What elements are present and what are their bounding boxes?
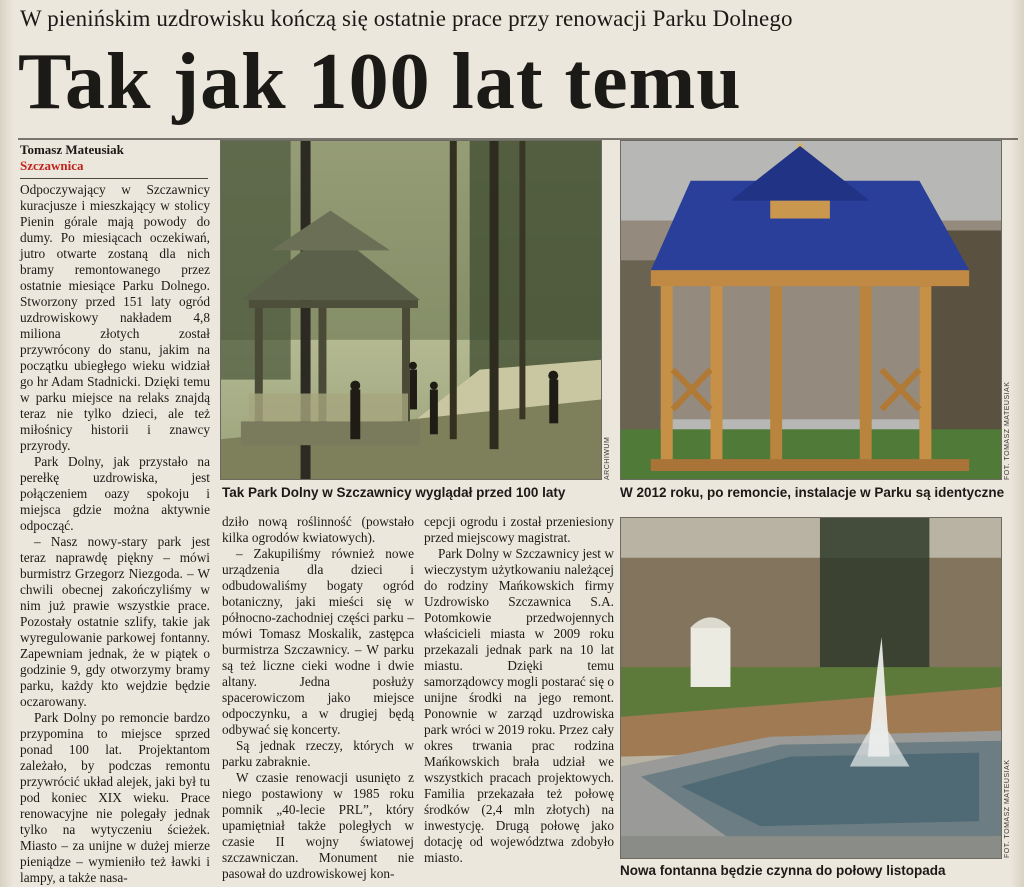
paragraph: cepcji ogrodu i został przeniesiony przed miejscowy magistrat. bbox=[424, 514, 614, 545]
photo-caption: Nowa fontanna będzie czynna do połowy listopada bbox=[620, 863, 946, 878]
author-name: Tomasz Mateusiak bbox=[20, 142, 124, 157]
right-page-edge bbox=[1010, 0, 1024, 887]
photo-caption: Tak Park Dolny w Szczawnicy wyglądał przed 100 laty bbox=[222, 485, 566, 500]
paragraph: dziło nową roślinność (powstało kilka ogrodów kwiatowych). bbox=[222, 514, 414, 545]
paragraph: Park Dolny w Szczawnicy jest w wieczystym użytkowaniu należącej do rodziny Mańkowskich firmy Uzdrowisko Szczawnica S.A. Potomkowie przedwojennych właścicieli miasta w 2009 roku przekazali jednak park na 10 lat miastu. Dzięki temu samorządowcy mogli postarać się o unijne środki na jego remont. Ponownie w zarząd uzdrowiska park wróci w 2019 roku. Przez cały okres trwania prac rodzina Mańkowskich brała udział we wszystkich pracach projektowych. Familia przekazała też połowę środków (2,4 mln złotych) na inwestycję. Drugą połowę jako dotację od województwa zdobyło miasto. bbox=[424, 546, 614, 865]
left-page-edge bbox=[0, 0, 14, 887]
paragraph: Park Dolny, jak przystało na perełkę uzdrowiska, jest połączeniem oazy spokoju i miejsca gdzie można aktywnie odpocząć. bbox=[20, 454, 210, 533]
text-column-2 bbox=[222, 514, 414, 884]
paragraph: W czasie renowacji usunięto z niego postawiony w 1985 roku pomnik „40-lecie PRL”, który upamiętniał także poległych w czasie II wojny światowej szczawniczan. Monument nie pasował do uzdrowiskowej kon- bbox=[222, 770, 414, 881]
article-headline: Tak jak 100 lat temu bbox=[18, 38, 742, 126]
paragraph: Park Dolny po remoncie bardzo przypomina to miejsce sprzed ponad 100 lat. Projektantom zależało, by podczas remontu przywrócić układ alejek, jaki był tu pod koniec XIX wieku. Prace renowacyjne nie polegały jednak tylko na wytyczeniu ścieżek. Miasto – za unijne w dużej mierze pieniądze – wymieniło też ławki i lampy, a także nasa- bbox=[20, 710, 210, 885]
paragraph: Są jednak rzeczy, których w parku zabraknie. bbox=[222, 738, 414, 769]
text-column-3 bbox=[424, 514, 614, 884]
text-column-1 bbox=[20, 182, 210, 885]
photo-credit: FOT. TOMASZ MATEUSIAK bbox=[1004, 381, 1011, 480]
paragraph: – Zakupiliśmy również nowe urządzenia dla dzieci i odbudowaliśmy bogaty ogród botaniczny, jaki mieści się w północno-zachodniej części parku – mówi Tomasz Moskalik, zastępca burmistrza Szczawnicy. – W parku są też liczne cieki wodne i dwie altany. Jedna posłuży spacerowiczom jako miejsce odpoczynku, a w drugiej będą odbywać się koncerty. bbox=[222, 546, 414, 737]
paragraph: Odpoczywający w Szczawnicy kuracjusze i mieszkający w stolicy Pienin górale mają powody do dumy. Po miesiącach oczekiwań, jutro otwarte zostaną dla nich bramy remontowanego przez ostatnie miesiące Parku Dolnego. Stworzony przed 151 laty ogród uzdrowiskowy nakładem 4,8 miliona złotych został przywrócony do stanu, jakim na początku ubiegłego wieku widział go hr Adam Stadnicki. Dzięki temu w parku miejsce na relaks znajdą teraz nie tylko dzieci, ale też miłośnicy historii i znawcy przyrody. bbox=[20, 182, 210, 453]
byline-rule bbox=[20, 178, 208, 179]
photo-credit: ARCHIWUM bbox=[604, 436, 611, 480]
photo-caption: W 2012 roku, po remoncie, instalacje w Parku są identyczne bbox=[620, 485, 1005, 500]
historic-park-photo bbox=[220, 140, 602, 480]
dateline-place: Szczawnica bbox=[20, 158, 84, 173]
paragraph: – Nasz nowy-stary park jest teraz naprawdę piękny – mówi burmistrz Grzegorz Niezgoda. – W chwili obecnej zakończyliśmy w nim już prawie wszystkie prace. Pozostały ostatnie szlify, takie jak wyregulowanie parkowej fontanny. Zapewniam jednak, że w piątek o godzinie 9, gdy otworzymy bramy parku, każdy kto wejdzie będzie oczarowany. bbox=[20, 534, 210, 709]
article-kicker: W pienińskim uzdrowisku kończą się ostatnie prace przy renowacji Parku Dolnego bbox=[20, 6, 793, 31]
photo-credit: FOT. TOMASZ MATEUSIAK bbox=[1004, 759, 1011, 858]
fountain-photo bbox=[620, 517, 1002, 859]
gazebo-photo bbox=[620, 140, 1002, 480]
